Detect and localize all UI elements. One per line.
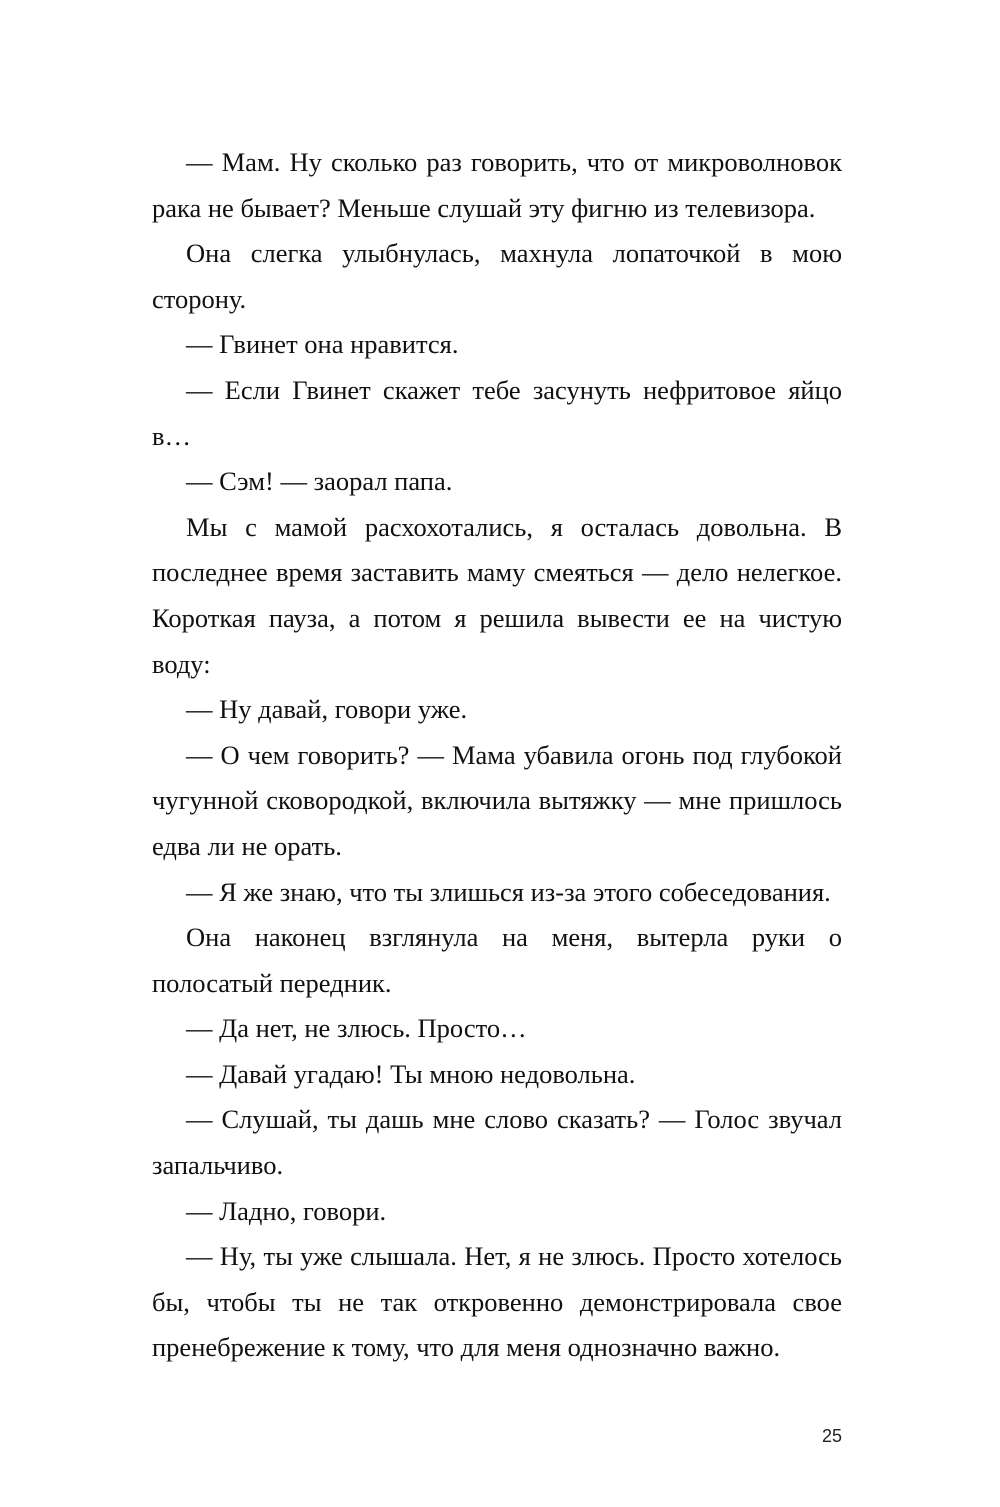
paragraph: — Ну, ты уже слышала. Нет, я не злюсь. Просто хотелось бы, чтобы ты не так откровенно демонстрировала свое пренебрежение к тому, что для меня однозначно важно.	[152, 1241, 842, 1363]
paragraph: — Слушай, ты дашь мне слово сказать? — Голос звучал запальчиво.	[152, 1104, 842, 1181]
paragraph: — О чем говорить? — Мама убавила огонь под глубокой чугунной сковородкой, включила вытяжку — мне пришлось едва ли не орать.	[152, 739, 842, 861]
body-text	[152, 140, 842, 1371]
page-number: 25	[821, 1426, 842, 1446]
paragraph: — Мам. Ну сколько раз говорить, что от микроволновок рака не бывает? Меньше слушай эту фигню из телевизора.	[152, 147, 842, 223]
paragraph: — Да нет, не злюсь. Просто…	[186, 1013, 527, 1044]
paragraph: — Я же знаю, что ты злишься из-за этого собеседования.	[186, 876, 831, 907]
paragraph: — Гвинет она нравится.	[186, 329, 459, 360]
paragraph: — Давай угадаю! Ты мною недовольна.	[186, 1058, 636, 1089]
paragraph: — Ну давай, говори уже.	[186, 694, 468, 725]
paragraph: Она слегка улыбнулась, махнула лопаточкой в мою сторону.	[152, 238, 842, 314]
paragraph: — Если Гвинет скажет тебе засунуть нефритовое яйцо в…	[152, 374, 842, 451]
paragraph: — Ладно, говори.	[186, 1195, 387, 1226]
paragraph: — Сэм! — заорал папа.	[186, 466, 453, 497]
paragraph: Она наконец взглянула на меня, вытерла руки о полосатый передник.	[152, 922, 842, 998]
paragraph: Мы с мамой расхохотались, я осталась довольна. В последнее время заставить маму смеяться — дело нелегкое. Короткая пауза, а потом я решила вывести ее на чистую воду:	[152, 511, 842, 679]
